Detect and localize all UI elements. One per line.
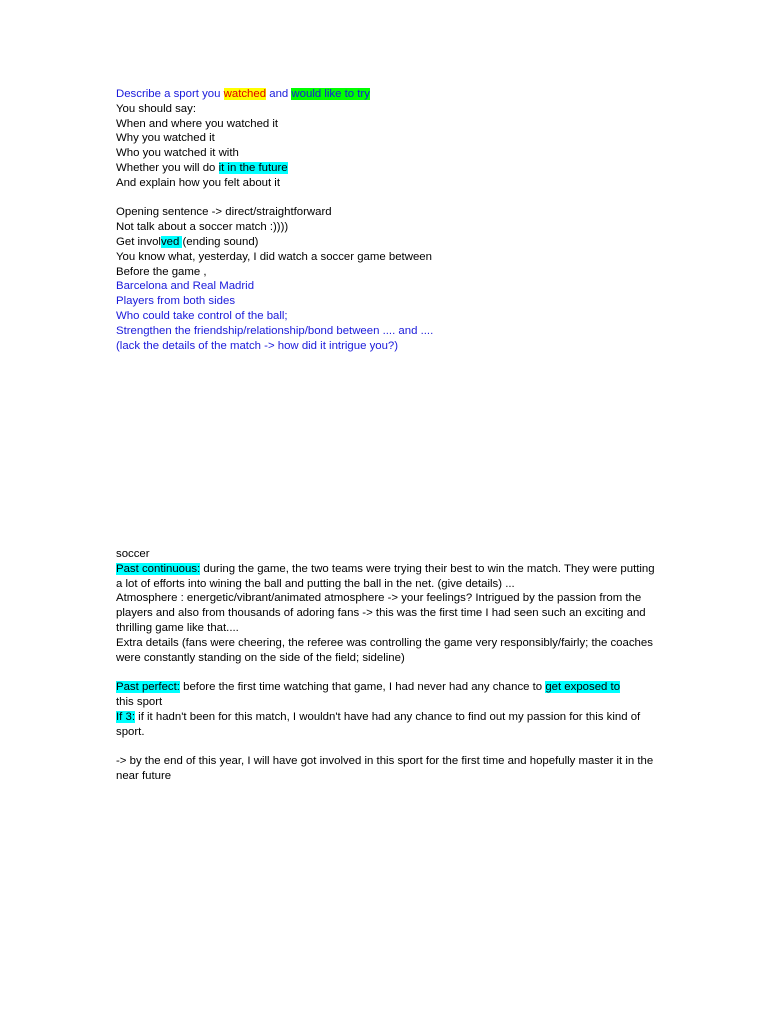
note-control: Who could take control of the ball;: [116, 309, 288, 322]
highlight-get-exposed: get exposed to: [545, 681, 621, 694]
cue-explain: And explain how you felt about it: [116, 176, 281, 189]
spacer: [116, 665, 656, 680]
cue-whether: [116, 161, 656, 176]
if3-text: if it hadn't been for this match, I wouldn't have had any chance to find out my passion for this kind of sport.: [116, 710, 644, 738]
prompt-text: Describe a sport you: [116, 88, 224, 100]
answer-if3: [116, 710, 656, 740]
answer-past-continuous: [116, 562, 656, 592]
cue-you-should-say: You should say:: [116, 102, 197, 115]
notes-section-bottom: [116, 547, 656, 784]
cue-when-where: When and where you watched it: [116, 117, 279, 130]
highlight-past-continuous: Past continuous:: [116, 562, 201, 575]
cue-who-with: Who you watched it with: [116, 147, 239, 160]
highlight-past-perfect: Past perfect:: [116, 681, 180, 694]
note-get-involved-text: Get invol: [116, 235, 161, 248]
note-opening: Opening sentence -> direct/straightforward: [116, 206, 332, 219]
past-continuous-text: during the game, the two teams were trying their best to win the match. They were putting a lot of efforts into wining the ball and putting the ball in the net. (give details) ...: [116, 562, 658, 590]
note-not-talk: Not talk about a soccer match :)))): [116, 221, 289, 234]
cue-whether-text: Whether you will do: [116, 161, 219, 174]
note-strengthen: Strengthen the friendship/relationship/bond between .... and ....: [116, 324, 434, 337]
note-you-know: You know what, yesterday, I did watch a soccer game between: [116, 250, 432, 263]
cue-why: Why you watched it: [116, 132, 215, 145]
answer-past-perfect: [116, 680, 656, 710]
past-perfect-text: before the first time watching that game, I had never had any chance to: [179, 681, 546, 694]
highlight-if3: If 3:: [116, 710, 135, 723]
spacer: [116, 739, 656, 754]
note-before-game: Before the game ,: [116, 265, 207, 278]
answer-atmosphere: Atmosphere : energetic/vibrant/animated atmosphere -> your feelings? Intrigued by the passion from the players and also from thousands of adoring fans -> this was the first time I had seen such an exciting and thrilling game like that....: [116, 592, 649, 634]
answer-future: -> by the end of this year, I will have got involved in this sport for the first time and hopefully master it in the near future: [116, 755, 657, 782]
past-perfect-end: this sport: [116, 695, 163, 708]
answer-extra-details: Extra details (fans were cheering, the referee was controlling the game very responsibly/fairly; the coaches were constantly standing on the side of the field; sideline): [116, 636, 657, 664]
prompt-and: and: [266, 88, 292, 100]
prompt-heading: [116, 87, 656, 102]
note-lack: (lack the details of the match -> how did it intrigue you?): [116, 339, 399, 352]
highlight-future: it in the future: [218, 161, 288, 174]
note-get-involved: [116, 235, 656, 250]
highlight-watched: watched: [223, 88, 267, 100]
note-ending-sound: (ending sound): [182, 235, 259, 248]
note-players: Players from both sides: [116, 295, 236, 308]
spacer: [116, 191, 656, 206]
highlight-ved: ved: [160, 235, 183, 248]
note-barcelona: Barcelona and Real Madrid: [116, 280, 255, 293]
answer-soccer: soccer: [116, 548, 150, 560]
notes-section-top: [116, 87, 656, 353]
highlight-would-like: would like to try: [291, 88, 370, 100]
